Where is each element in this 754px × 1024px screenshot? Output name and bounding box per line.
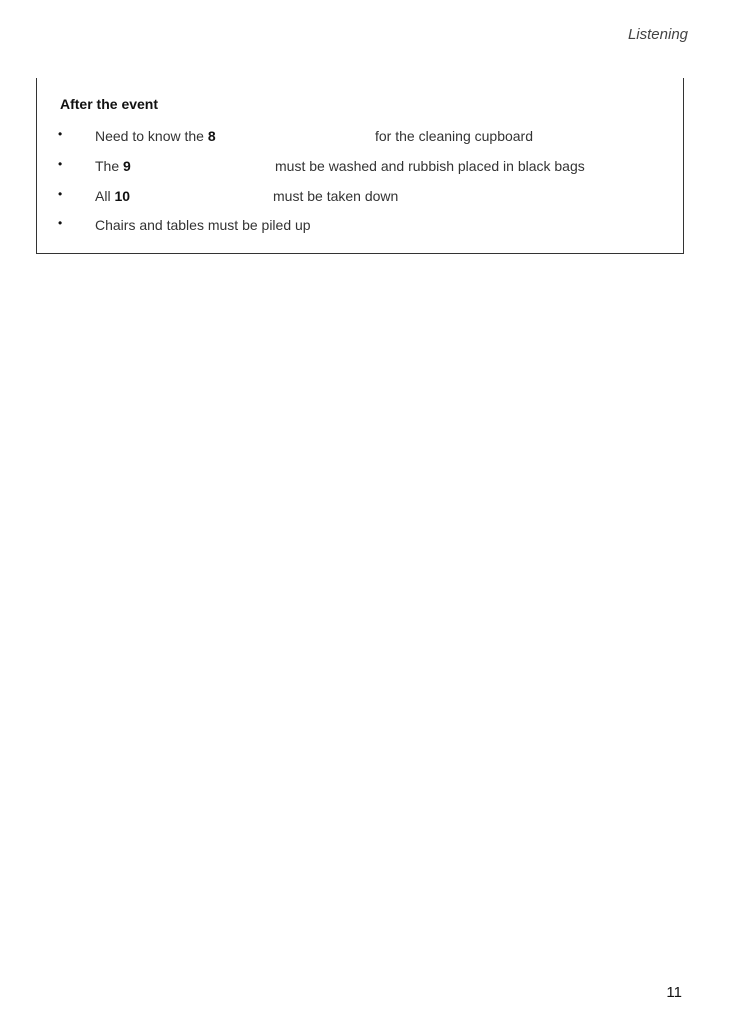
note-lead: The	[95, 158, 124, 174]
note-lead-text	[95, 128, 216, 144]
note-lead: Need to know the	[95, 128, 208, 144]
after-event-notes-box	[36, 78, 684, 254]
question-number: 9	[123, 158, 131, 174]
note-row	[37, 188, 677, 208]
note-continuation: must be washed and rubbish placed in black bags	[275, 158, 585, 174]
note-row	[37, 217, 677, 237]
bullet-icon: •	[58, 127, 63, 141]
note-lead-text	[95, 217, 311, 233]
question-number: 8	[207, 128, 216, 144]
question-number: 10	[114, 188, 131, 204]
bullet-icon: •	[58, 187, 63, 201]
note-lead-text	[95, 158, 131, 174]
note-continuation: for the cleaning cupboard	[375, 128, 533, 144]
bullet-icon: •	[58, 157, 63, 171]
note-row	[37, 158, 677, 178]
box-heading: After the event	[60, 96, 159, 112]
page-number: 11	[666, 984, 682, 1001]
running-head: Listening	[627, 26, 688, 43]
note-lead-text	[95, 188, 130, 204]
bullet-icon: •	[58, 216, 63, 230]
note-lead: All	[95, 188, 115, 204]
note-lead: Chairs and tables must be piled up	[95, 217, 311, 233]
note-row	[37, 128, 677, 148]
note-continuation: must be taken down	[273, 188, 399, 204]
